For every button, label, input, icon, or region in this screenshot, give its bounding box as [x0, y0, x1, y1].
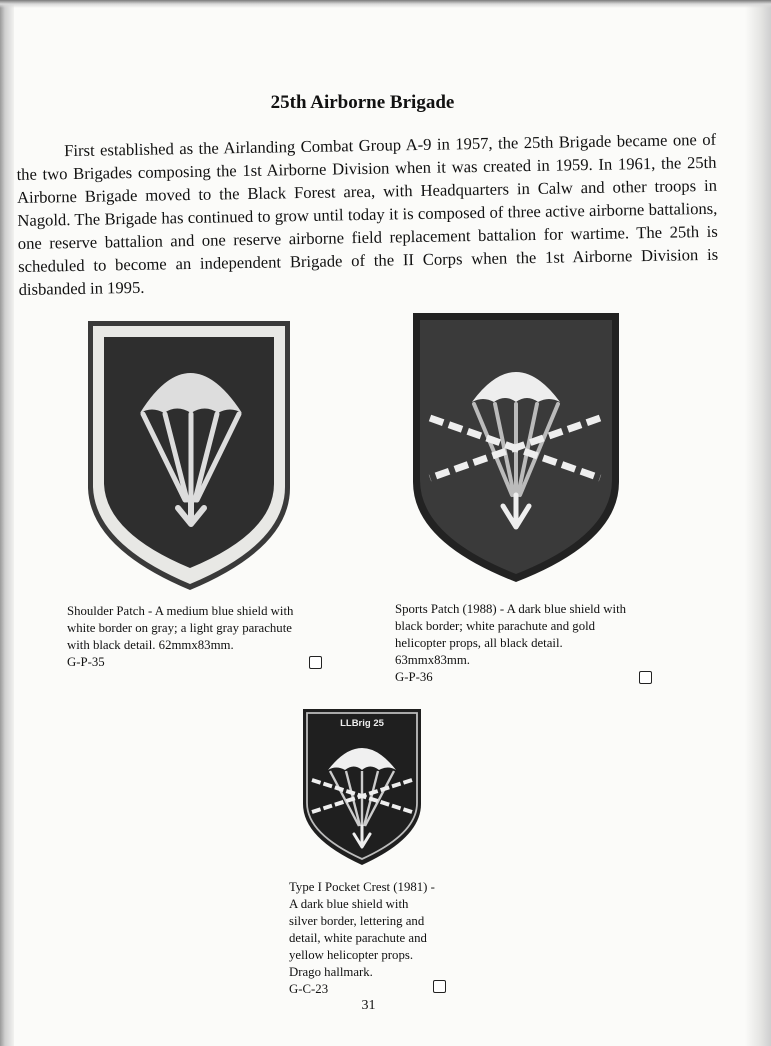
item-code: G-P-36 [395, 670, 433, 684]
sports-patch-image [410, 310, 622, 585]
caption-line: yellow helicopter props. [289, 948, 414, 962]
caption-line: A dark blue shield with [289, 897, 409, 911]
caption-line: 63mmx83mm. [395, 653, 471, 667]
item-code: G-C-23 [289, 982, 329, 996]
pocket-crest-image [300, 706, 424, 868]
scan-edge-left [0, 0, 14, 1046]
caption-line: detail, white parachute and [289, 931, 427, 945]
page-title: 25th Airborne Brigade [270, 92, 455, 113]
caption-line: Type I Pocket Crest (1981) - [289, 880, 435, 894]
caption-line: Shoulder Patch - A medium blue shield with [67, 604, 294, 618]
crest-lettering: LLBrig 25 [340, 718, 384, 729]
caption-line: helicopter props, all black detail. [395, 636, 563, 650]
intro-paragraph [16, 128, 719, 301]
parachute-shield-icon [85, 318, 295, 593]
shoulder-patch-image [85, 318, 295, 593]
checkbox-g-p-36[interactable] [639, 671, 652, 684]
checkbox-g-p-35[interactable] [309, 656, 322, 669]
caption-line: silver border, lettering and [289, 914, 425, 928]
caption-line: Drago hallmark. [289, 965, 373, 979]
scan-edge-top [0, 0, 771, 8]
caption-line: Sports Patch (1988) - A dark blue shield with [395, 602, 627, 616]
checkbox-g-c-23[interactable] [433, 980, 446, 993]
parachute-props-crest-icon [300, 706, 424, 868]
caption-line: black border; white parachute and gold [395, 619, 596, 633]
caption-sports-patch [395, 601, 660, 686]
caption-line: white border on gray; a light gray parachute [67, 621, 292, 635]
parachute-props-shield-icon [410, 310, 622, 585]
page-number: 31 [361, 998, 376, 1013]
intro-paragraph-text: First established as the Airlanding Combat Group A-9 in 1957, the 25th Brigade became one of the two Brigades composing the 1st Airborne Division when it was created in 1959. In 1961, the 25th Airborne Brigade moved to the Black Forest area, with Headquarters in Calw and other troops in Nagold. The Brigade has continued to grow until today it is composed of three active airborne battalions, one reserve battalion and one reserve airborne field replacement battalion for wartime. The 25th is scheduled to become an independent Brigade of the II Corps when the 1st Airborne Division is disbanded in 1995. [16, 129, 719, 299]
scan-edge-right [745, 0, 771, 1046]
item-code: G-P-35 [67, 655, 105, 669]
caption-shoulder-patch [67, 603, 337, 671]
caption-line: with black detail. 62mmx83mm. [67, 638, 234, 652]
